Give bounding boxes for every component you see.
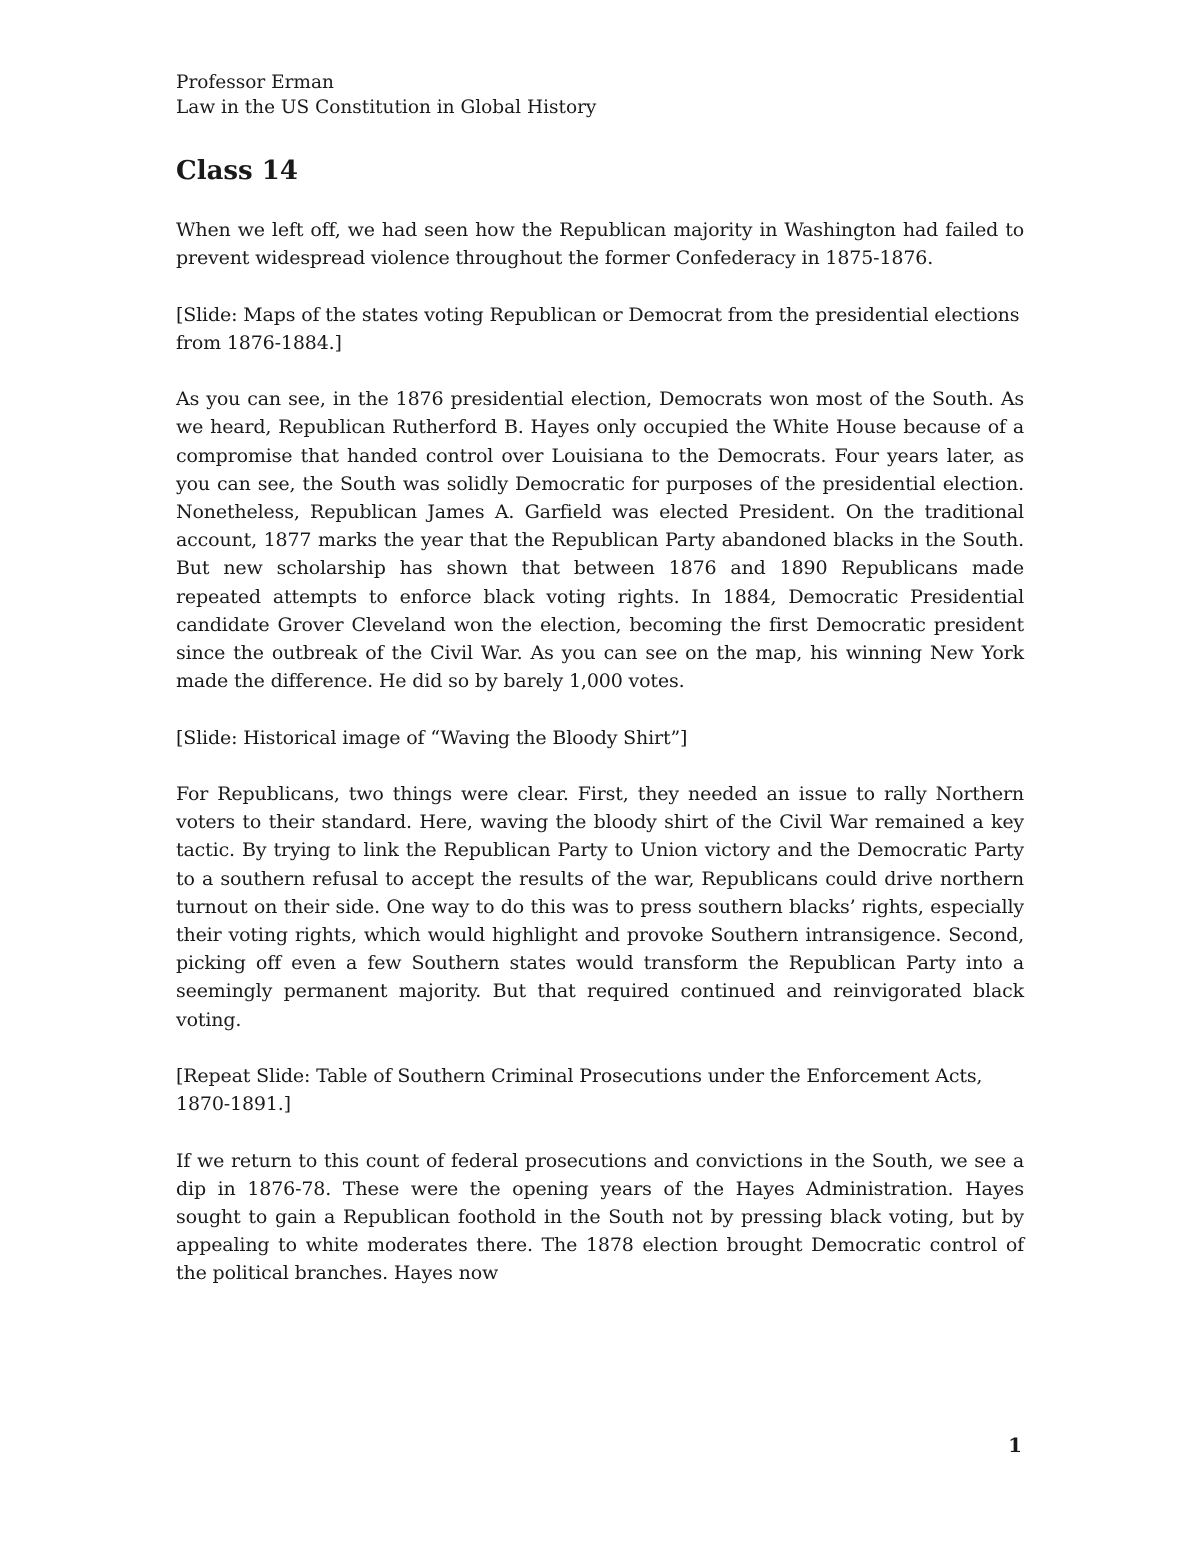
- slide-note-maps: [Slide: Maps of the states voting Republican or Democrat from the presidential elections from 1876-1884.]: [176, 303, 1020, 354]
- document-page: [176, 70, 1024, 1316]
- class-title: Class 14: [176, 156, 298, 186]
- paragraph-intro: When we left off, we had seen how the Republican majority in Washington had failed to prevent widespread violence throughout the former Confederacy in 1875-1876.: [176, 219, 1024, 270]
- page-number: 1: [1008, 1433, 1022, 1457]
- slide-note-prosecutions: [Repeat Slide: Table of Southern Criminal Prosecutions under the Enforcement Acts, 1870-1891.]: [176, 1065, 983, 1116]
- paragraph-prosecutions: If we return to this count of federal prosecutions and convictions in the South, we see a dip in 1876-78. These were the opening years of the Hayes Administration. Hayes sought to gain a Republican foothold in the South not by pressing black voting, but by appealing to white moderates there. The 1878 election brought Democratic control of the political branches. Hayes now: [176, 1149, 1024, 1285]
- course-line: Law in the US Constitution in Global History: [176, 97, 597, 118]
- author-line: Professor Erman: [176, 72, 334, 93]
- paragraph-republicans: For Republicans, two things were clear. First, they needed an issue to rally Northern voters to their standard. Here, waving the bloody shirt of the Civil War remained a key tactic. By trying to link the Republican Party to Union victory and the Democratic Party to a southern refusal to accept the results of the war, Republicans could drive northern turnout on their side. One way to do this was to press southern blacks’ rights, especially their voting rights, which would highlight and provoke Southern intransigence. Second, picking off even a few Southern states would transform the Republican Party into a seemingly permanent majority. But that required continued and reinvigorated black voting.: [176, 783, 1024, 1031]
- paragraph-elections: As you can see, in the 1876 presidential election, Democrats won most of the South. As we heard, Republican Rutherford B. Hayes only occupied the White House because of a compromise that handed control over Louisiana to the Democrats. Four years later, as you can see, the South was solidly Democratic for purposes of the presidential election. Nonetheless, Republican James A. Garfield was elected President. On the traditional account, 1877 marks the year that the Republican Party abandoned blacks in the South. But new scholarship has shown that between 1876 and 1890 Republicans made repeated attempts to enforce black voting rights. In 1884, Democratic Presidential candidate Grover Cleveland won the election, becoming the first Democratic president since the outbreak of the Civil War. As you can see on the map, his winning New York made the difference. He did so by barely 1,000 votes.: [176, 388, 1024, 693]
- slide-note-bloody-shirt: [Slide: Historical image of “Waving the Bloody Shirt”]: [176, 726, 688, 749]
